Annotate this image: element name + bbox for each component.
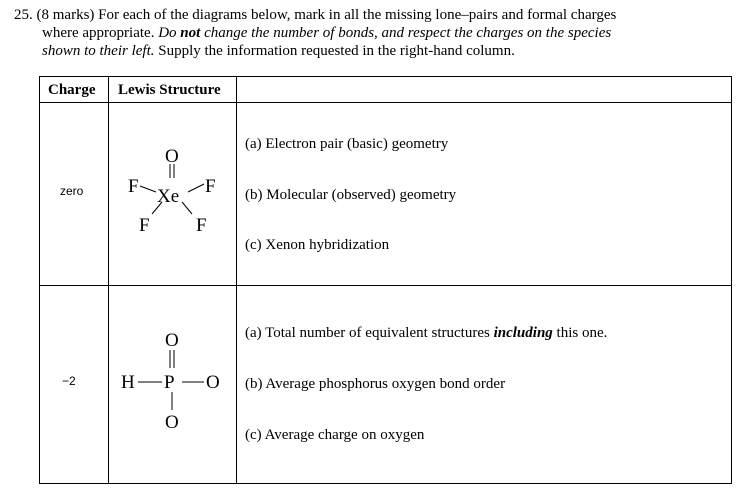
row-2-question-a xyxy=(245,324,607,342)
atom-o-bottom: O xyxy=(165,412,179,433)
table-border-top xyxy=(39,76,732,77)
atom-f-left: F xyxy=(128,176,139,197)
atom-f-right: F xyxy=(205,176,216,197)
row-1-question-b: (b) Molecular (observed) geometry xyxy=(245,187,457,203)
question-number: 25. xyxy=(14,7,33,23)
atom-xe-center: Xe xyxy=(157,186,180,207)
atom-o-top: O xyxy=(165,330,179,351)
row-2-question-c: (c) Average charge on oxygen xyxy=(245,427,425,443)
hpo3-lewis-structure xyxy=(112,324,232,436)
row-2-question-a-post: this one. xyxy=(556,325,608,341)
atom-f-bottom-left: F xyxy=(139,215,150,236)
xe-f-bottom-right-bond xyxy=(182,202,192,214)
question-line-2-plain: where appropriate. xyxy=(42,25,155,41)
row-1-question-c: (c) Xenon hybridization xyxy=(245,237,390,253)
table-column-divider-1 xyxy=(108,76,109,484)
row-2-question-b: (b) Average phosphorus oxygen bond order xyxy=(245,376,506,392)
question-line-2-not: not xyxy=(180,25,201,41)
row-2-question-a-emphasis: including xyxy=(493,325,553,341)
table-border-left xyxy=(39,76,40,484)
question-line-3-em: shown to their left. xyxy=(42,43,155,59)
header-charge: Charge xyxy=(48,82,96,98)
table-header-divider xyxy=(39,102,732,103)
question-marks: (8 marks) xyxy=(36,7,95,23)
atom-p-center: P xyxy=(164,372,175,393)
header-lewis-structure: Lewis Structure xyxy=(118,82,221,98)
atom-o-right: O xyxy=(206,372,220,393)
row-2-question-a-pre: (a) Total number of equivalent structures xyxy=(245,325,490,341)
row-1-question-a: (a) Electron pair (basic) geometry xyxy=(245,136,449,152)
atom-f-bottom-right: F xyxy=(196,215,207,236)
xe-f-right-bond xyxy=(188,184,204,192)
atom-o-top: O xyxy=(165,146,179,167)
table-column-divider-2 xyxy=(236,76,237,484)
question-line-2-em-rest: change the number of bonds, and respect the charges on the species xyxy=(204,25,612,41)
xe-f-left-bond xyxy=(140,186,156,192)
table-border-bottom xyxy=(39,483,732,484)
table-border-right xyxy=(731,76,732,484)
question-line-2-do: Do xyxy=(158,25,177,41)
table-row-divider xyxy=(39,285,732,286)
row-2-charge: −2 xyxy=(62,374,76,388)
atom-h-left: H xyxy=(121,372,135,393)
question-line-1-text: For each of the diagrams below, mark in all the missing lone–pairs and formal charges xyxy=(98,7,617,23)
xeof4-lewis-structure xyxy=(110,140,234,240)
question-line-3-plain: Supply the information requested in the right-hand column. xyxy=(158,43,515,59)
row-1-charge: zero xyxy=(60,184,84,198)
